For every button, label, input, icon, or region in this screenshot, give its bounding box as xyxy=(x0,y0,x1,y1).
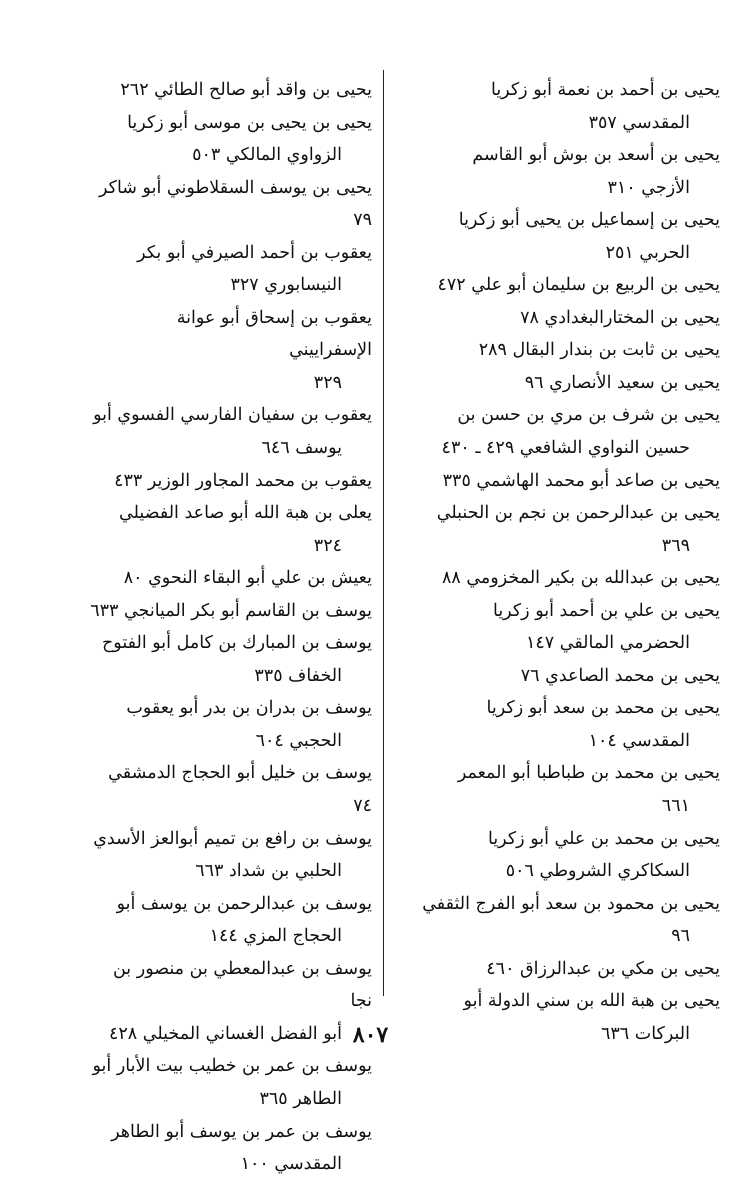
index-entry xyxy=(398,595,720,660)
index-entry xyxy=(398,139,720,204)
entry-line: يوسف بن خليل أبو الحجاج الدمشقي ٧٤ xyxy=(108,763,372,817)
entry-continuation: الخفاف ٣٣٥ xyxy=(254,665,342,686)
left-column xyxy=(90,74,372,1181)
entry-line: يحيى بن علي بن أحمد أبو زكريا xyxy=(492,600,720,621)
entry-line: يحيى بن سعيد الأنصاري ٩٦ xyxy=(524,372,720,393)
index-entry xyxy=(398,888,720,953)
entry-line: يعقوب بن سفيان الفارسي الفسوي أبو xyxy=(93,405,372,426)
entry-continuation: ٣٦٩ xyxy=(661,535,690,556)
entry-line: يحيى بن إسماعيل بن يحيى أبو زكريا xyxy=(458,210,720,231)
entry-continuation: البركات ٦٣٦ xyxy=(600,1023,690,1044)
entry-continuation: السكاكري الشروطي ٥٠٦ xyxy=(505,861,690,882)
index-entry xyxy=(90,302,372,400)
index-entry xyxy=(398,757,720,822)
entry-continuation: الحجبي ٦٠٤ xyxy=(255,730,342,751)
index-entry xyxy=(398,302,720,335)
entry-continuation: أبو الفضل الغساني المخيلي ٤٢٨ xyxy=(108,1023,342,1044)
index-entry xyxy=(398,399,720,464)
entry-line: يحيى بن مكي بن عبدالرزاق ٤٦٠ xyxy=(486,958,720,979)
entry-line: يعيش بن علي أبو البقاء النحوي ٨٠ xyxy=(123,568,372,589)
entry-line: يحيى بن واقد أبو صالح الطائي ٢٦٢ xyxy=(120,80,372,100)
index-entry xyxy=(398,497,720,562)
index-entry xyxy=(90,562,372,595)
index-entry xyxy=(90,1116,372,1181)
index-entry xyxy=(90,399,372,464)
entry-line: يوسف بن المبارك بن كامل أبو الفتوح xyxy=(102,633,372,654)
entry-line: يوسف بن عبدالرحمن بن يوسف أبو xyxy=(116,893,372,914)
entry-continuation: ٣٢٩ xyxy=(313,372,342,393)
entry-continuation: الزواوي المالكي ٥٠٣ xyxy=(192,145,342,166)
entry-line: يحيى بن المختارالبغدادي ٧٨ xyxy=(520,307,720,328)
entry-continuation: المقدسي ١٠٠ xyxy=(240,1154,342,1175)
index-entry xyxy=(90,595,372,628)
entry-line: يعقوب بن أحمد الصيرفي أبو بكر xyxy=(137,242,372,263)
entry-continuation: الطاهر ٣٦٥ xyxy=(259,1088,342,1109)
index-entry xyxy=(90,757,372,822)
entry-line: يحيى بن محمد بن طباطبا أبو المعمر xyxy=(457,763,720,784)
entry-line: يحيى بن محمود بن سعد أبو الفرج الثقفي xyxy=(422,893,720,914)
entry-line: يوسف بن بدران بن بدر أبو يعقوب xyxy=(126,698,372,719)
entry-line: يعلى بن هبة الله أبو صاعد الفضيلي xyxy=(119,503,372,524)
entry-line: يحيى بن شرف بن مري بن حسن بن xyxy=(457,405,720,426)
index-entry xyxy=(90,74,372,107)
index-entry xyxy=(90,888,372,953)
index-entry xyxy=(398,562,720,595)
index-entry xyxy=(398,953,720,986)
entry-line: يحيى بن محمد بن علي أبو زكريا xyxy=(487,828,720,849)
entry-line: يحيى بن هبة الله بن سني الدولة أبو xyxy=(463,991,720,1012)
entry-line: يحيى بن محمد الصاعدي ٧٦ xyxy=(520,665,720,686)
entry-line: يوسف بن عمر بن خطيب بيت الأبار أبو xyxy=(92,1056,372,1077)
entry-line: يحيى بن يحيى بن موسى أبو زكريا xyxy=(127,112,372,133)
index-entry xyxy=(90,1050,372,1115)
entry-line: يعقوب بن محمد المجاور الوزير ٤٣٣ xyxy=(114,470,372,491)
entry-continuation: المقدسي ١٠٤ xyxy=(588,730,690,751)
index-entry xyxy=(90,465,372,498)
entry-line: يحيى بن ثابت بن بندار البقال ٢٨٩ xyxy=(478,340,720,361)
entry-line: يحيى بن أسعد بن بوش أبو القاسم xyxy=(472,145,720,166)
entry-line: يحيى بن عبدالرحمن بن نجم بن الحنبلي xyxy=(436,503,720,524)
entry-continuation: الحربي ٢٥١ xyxy=(605,242,690,263)
entry-continuation: ٦٦١ xyxy=(661,796,690,817)
entry-continuation: يوسف ٦٤٦ xyxy=(261,438,342,459)
entry-line: يحيى بن محمد بن سعد أبو زكريا xyxy=(486,698,720,719)
entry-continuation: الحلبي بن شداد ٦٦٣ xyxy=(195,861,342,882)
entry-line: يوسف بن عمر بن يوسف أبو الطاهر xyxy=(111,1121,372,1142)
index-entry xyxy=(398,692,720,757)
index-entry xyxy=(90,823,372,888)
entry-continuation: الحضرمي المالقي ١٤٧ xyxy=(525,633,690,654)
index-entry xyxy=(398,660,720,693)
index-entry xyxy=(90,172,372,237)
entry-line: يحيى بن صاعد أبو محمد الهاشمي ٣٣٥ xyxy=(442,470,720,491)
entry-continuation: المقدسي ٣٥٧ xyxy=(588,112,690,133)
index-entry xyxy=(90,627,372,692)
index-entry xyxy=(398,204,720,269)
entry-line: يحيى بن أحمد بن نعمة أبو زكريا xyxy=(490,80,720,100)
page-number: ٨٠٧ xyxy=(352,1022,389,1048)
entry-line: يوسف بن عبدالمعطي بن منصور بن نجا xyxy=(112,958,372,1012)
index-entry xyxy=(90,237,372,302)
index-entry xyxy=(398,823,720,888)
index-entry xyxy=(90,107,372,172)
right-column xyxy=(398,74,720,1050)
entry-line: يوسف بن القاسم أبو بكر الميانجي ٦٣٣ xyxy=(90,600,372,621)
entry-continuation: الأزجي ٣١٠ xyxy=(607,177,690,198)
entry-line: يحيى بن الربيع بن سليمان أبو علي ٤٧٢ xyxy=(437,275,720,296)
entry-line: يعقوب بن إسحاق أبو عوانة الإسفراييني xyxy=(176,307,372,361)
entry-continuation: النيسابوري ٣٢٧ xyxy=(230,275,342,296)
index-entry xyxy=(398,367,720,400)
index-entry xyxy=(90,692,372,757)
index-entry xyxy=(90,497,372,562)
entry-continuation: الحجاج المزي ١٤٤ xyxy=(209,926,342,947)
entry-line: يوسف بن رافع بن تميم أبوالعز الأسدي xyxy=(93,828,372,849)
entry-continuation: حسين النواوي الشافعي ٤٢٩ ـ ٤٣٠ xyxy=(441,438,690,459)
index-entry xyxy=(398,74,720,139)
entry-line: يحيى بن يوسف السقلاطوني أبو شاكر ٧٩ xyxy=(98,177,372,231)
column-divider xyxy=(383,70,384,996)
entry-line: يحيى بن عبدالله بن بكير المخزومي ٨٨ xyxy=(441,568,720,589)
entry-continuation: ٣٢٤ xyxy=(313,535,342,556)
index-entry xyxy=(398,465,720,498)
entry-continuation: ٩٦ xyxy=(671,926,690,947)
index-entry xyxy=(398,269,720,302)
index-entry xyxy=(398,334,720,367)
